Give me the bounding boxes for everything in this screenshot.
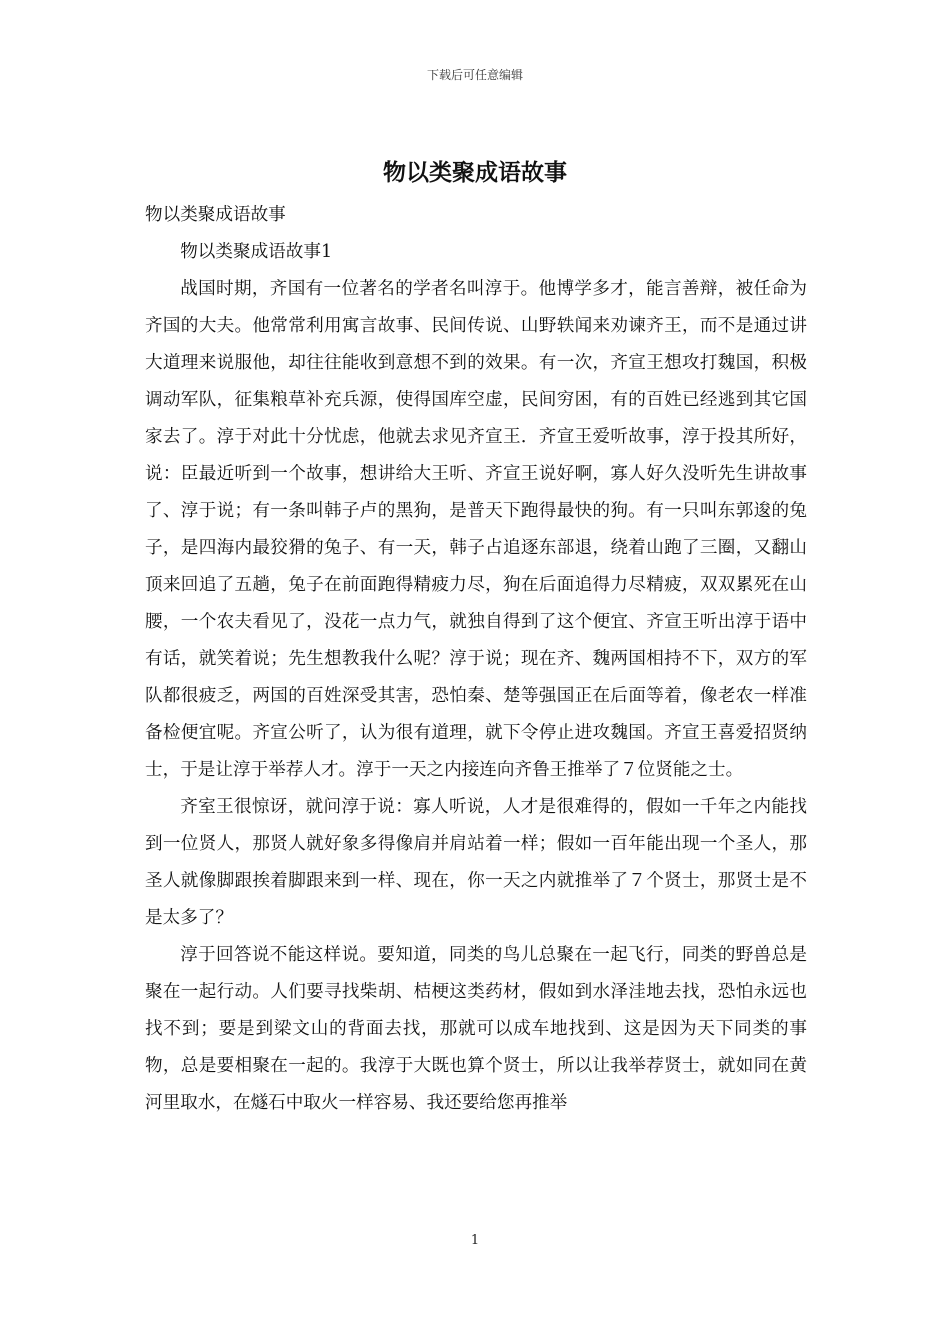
header-note: 下载后可任意编辑	[426, 68, 523, 82]
section-heading: 物以类聚成语故事1	[180, 242, 333, 262]
document-body	[145, 197, 807, 1122]
document-title: 物以类聚成语故事	[383, 159, 567, 186]
paragraph: 战国时期，齐国有一位著名的学者名叫淳于。他博学多才，能言善辩，被任命为齐国的大夫。他常常利用寓言故事、民间传说、山野轶闻来劝谏齐王，而不是通过讲大道理来说服他，却往往能收到意想不到的效果。有一次，齐宣王想攻打魏国，积极调动军队，征集粮草补充兵源，使得国库空虚，民间穷困，有的百姓已经逃到其它国家去了。淳于对此十分忧虑，他就去求见齐宣王．齐宣王爱听故事，淳于投其所好，说：臣最近听到一个故事，想讲给大王听、齐宣王说好啊，寡人好久没听先生讲故事了、淳于说；有一条叫韩子卢的黑狗，是普天下跑得最快的狗。有一只叫东郭逡的兔子，是四海内最狡猾的兔子、有一天，韩子占追逐东部退，绕着山跑了三圈，又翻山顶来回追了五趟，兔子在前面跑得精疲力尽，狗在后面追得力尽精疲，双双累死在山腰，一个农夫看见了，没花一点力气，就独自得到了这个便宜、齐宣王听出淳于语中有话，就笑着说；先生想教我什么呢？淳于说；现在齐、魏两国相持不下，双方的军队都很疲乏，两国的百姓深受其害，恐怕秦、楚等强国正在后面等着，像老农一样准备检便宜呢。齐宣公听了，认为很有道理，就下令停止进攻魏国。齐宣王喜爱招贤纳士，于是让淳于举荐人才。淳于一天之内接连向齐鲁王推举了７位贤能之士。	[145, 279, 807, 780]
subtitle: 物以类聚成语故事	[145, 205, 286, 225]
paragraph: 齐室王很惊讶，就问淳于说：寡人听说，人才是很难得的，假如一千年之内能找到一位贤人，那贤人就好象多得像肩并肩站着一样；假如一百年能出现一个圣人，那圣人就像脚跟挨着脚跟来到一样、现在，你一天之内就推举了７个贤士，那贤士是不是太多了？	[145, 797, 807, 928]
page-number: 1	[470, 1233, 480, 1248]
paragraph: 淳于回答说不能这样说。要知道，同类的鸟儿总聚在一起飞行，同类的野兽总是聚在一起行动。人们要寻找柴胡、桔梗这类药材，假如到水泽洼地去找，恐怕永远也找不到；要是到梁文山的背面去找，那就可以成车地找到、这是因为天下同类的事物，总是要相聚在一起的。我淳于大既也算个贤士，所以让我举荐贤士，就如同在黄河里取水，在燧石中取火一样容易、我还要给您再推举	[145, 945, 807, 1113]
